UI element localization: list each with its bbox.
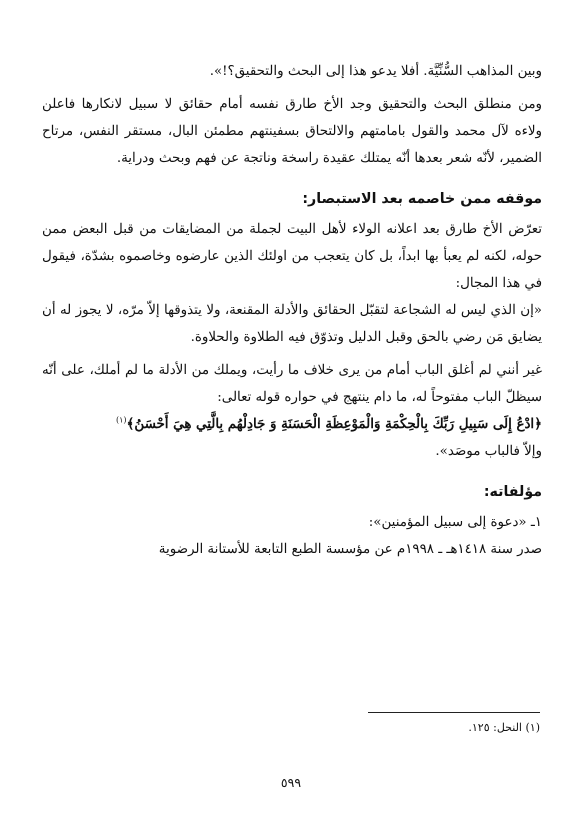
work-item-text: صدر سنة ١٤١٨هـ ـ ١٩٩٨م عن مؤسسة الطبع التابعة للأستانة الرضوية: [158, 542, 542, 557]
paragraph-open-door: غير أنني لم أغلق الباب أمام من يرى خلاف ما رأيت، ويملك من الأدلة ما لم أملك، على أنّه سيظلّ الباب مفتوحاً له، ما دام ينتهج في حواره قوله تعالى:: [42, 363, 542, 405]
section-heading-opponents: موقفه ممن خاصمه بعد الاستبصار:: [302, 191, 542, 207]
quran-verse: ﴿ادْعُ إِلَى سَبِيلِ رَبِّكَ بِالْحِكْمَةِ وَالْمَوْعِظَةِ الْحَسَنَةِ وَ جَادِلْهُم بِالَّتِي هِيَ أَحْسَنُ﴾: [126, 416, 542, 432]
paragraph-research: ومن منطلق البحث والتحقيق وجد الأخ طارق نفسه أمام حقائق لا سبيل لانكارها فاعلن ولاءه لآل محمد والقول بامامتهم والالتحاق بسفينتهم مطمئن البال، مستقر النفس، مرتاح الضمير، لأنّه شعر بعدها أنّه يمتلك عقيدة راسخة وناتجة عن فهم وبحث ودراية.: [42, 97, 543, 166]
intro-line: وبين المذاهب السُّنِّيَّة. أفلا يدعو هذا إلى البحث والتحقيق؟!».: [209, 64, 542, 79]
footnote-divider: [368, 712, 540, 713]
verse-line: [42, 411, 542, 438]
work-item-title: ١ـ «دعوة إلى سبيل المؤمنين»:: [368, 515, 542, 530]
section-heading-works: مؤلفاته:: [483, 484, 542, 500]
footnote: (١) النحل: ١٢٥.: [468, 721, 540, 734]
page-body: [42, 58, 542, 563]
closing-line: وإلاّ فالباب موصَد».: [435, 444, 542, 459]
quote-paragraph: «إن الذي ليس له الشجاعة لتقبّل الحقائق والأدلة المقنعة، ولا يتذوقها إلاّ مرّه، لا يجوز له أن يضايق مَن رضي بالحق وقبل الدليل وتذوّق فيه الطلاوة والحلاوة.: [42, 303, 542, 345]
footnote-marker: (١): [115, 415, 127, 425]
page-number: ٥٩٩: [280, 775, 302, 790]
paragraph-opponents: تعرّض الأخ طارق بعد اعلانه الولاء لأهل البيت لجملة من المضايقات من قبل البعض ممن حوله، لكنه لم يعبأ بها ابداً، بل كان يتعجب من اولئك الذين عارضوه وخاصموه بشدّة، فيقول في هذا المجال:: [42, 222, 542, 291]
